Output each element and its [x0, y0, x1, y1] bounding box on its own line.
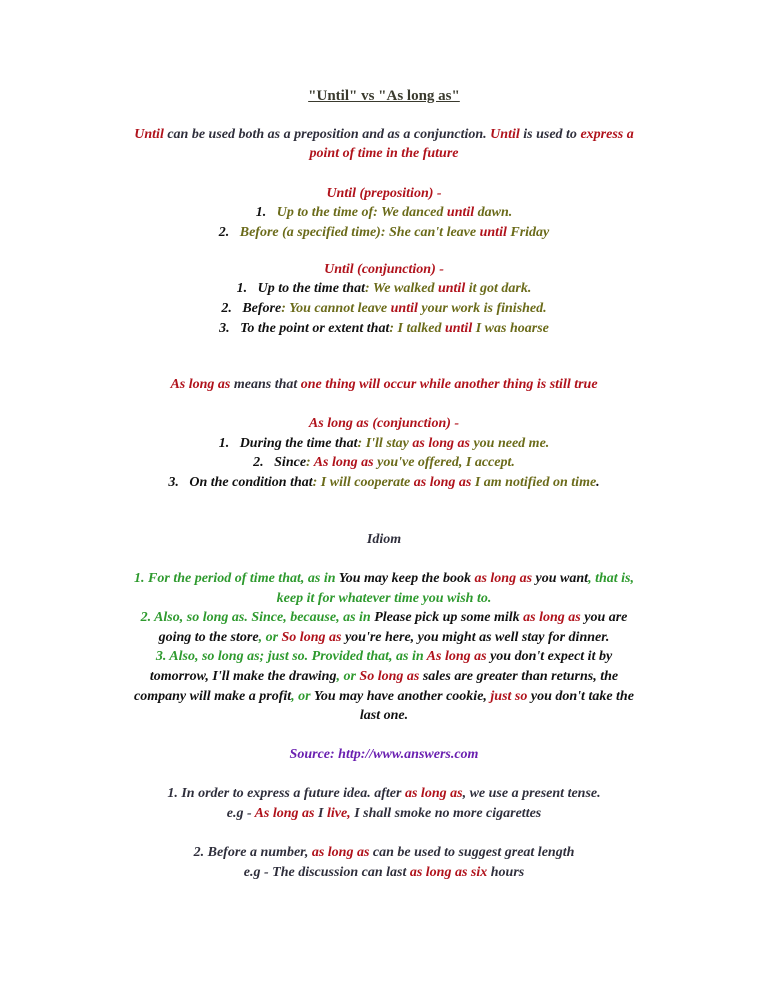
text-segment: e.g -	[226, 806, 255, 821]
text-segment: your work is finished.	[417, 301, 547, 316]
text-segment: , or	[258, 630, 282, 645]
text-segment: Up to the time of: We danced	[276, 205, 447, 220]
text-segment: 2.	[218, 225, 240, 240]
text-segment: Until (conjunction) -	[324, 262, 444, 277]
text-segment: : I talked	[389, 321, 445, 336]
text-segment: 1.	[255, 205, 277, 220]
text-segment: 2. Before a number,	[193, 845, 312, 860]
text-segment: until	[446, 205, 475, 220]
text-segment: , we use a present tense.	[462, 786, 601, 801]
text-segment: you want	[532, 571, 589, 586]
text-segment: as long as	[523, 610, 581, 625]
text-segment: 3. To the point or extent that	[219, 321, 390, 336]
text-segment: As long as (conjunction) -	[308, 416, 460, 431]
text-segment: Until	[490, 127, 520, 142]
text-segment: company will make a profit	[134, 689, 292, 704]
text-segment: going to the store	[158, 630, 259, 645]
text-segment: I am notified on time	[471, 475, 597, 490]
text-segment: as long as	[413, 475, 472, 490]
text-segment: as long as	[474, 571, 533, 586]
text-line	[0, 648, 768, 666]
text-line	[0, 145, 768, 163]
text-segment: You may keep the book	[338, 571, 475, 586]
text-line	[0, 126, 768, 144]
text-segment: I shall smoke no more cigarettes	[350, 806, 542, 821]
text-segment: as long as	[404, 786, 463, 801]
text-segment: express a	[580, 127, 634, 142]
text-segment: : I'll stay	[357, 436, 413, 451]
text-line	[0, 435, 768, 453]
text-segment: you don't take the	[527, 689, 634, 704]
text-segment: as long as	[412, 436, 470, 451]
text-segment: As long as	[170, 377, 231, 392]
text-segment: keep it for whatever time you wish to.	[276, 591, 492, 606]
text-line	[0, 609, 768, 627]
text-segment: 3. On the condition that	[168, 475, 313, 490]
text-segment: until	[444, 321, 473, 336]
text-segment: So long as	[359, 669, 420, 684]
text-segment: : We walked	[364, 281, 438, 296]
text-segment: means that	[230, 377, 301, 392]
text-segment: just so	[490, 689, 528, 704]
text-segment: , or	[291, 689, 314, 704]
text-segment: you've offered, I accept.	[373, 455, 515, 470]
text-line	[0, 185, 768, 203]
text-segment: hours	[487, 865, 525, 880]
text-segment: it got dark.	[465, 281, 532, 296]
text-line	[0, 746, 768, 764]
source-link[interactable]: Source: http://www.answers.com	[289, 747, 479, 762]
text-segment: 3. Also, so long as; just so. Provided that, as in	[155, 649, 427, 664]
text-line	[0, 785, 768, 803]
text-segment: sales are greater than returns, the	[419, 669, 619, 684]
text-line	[0, 864, 768, 882]
text-segment: Before (a specified time): She can't leave	[239, 225, 480, 240]
text-line	[0, 531, 768, 549]
text-segment: can be used to suggest great length	[369, 845, 575, 860]
text-segment: one thing will occur while another thing is still true	[300, 377, 598, 392]
text-segment: So long as	[281, 630, 342, 645]
text-segment: Friday	[506, 225, 550, 240]
text-line	[0, 590, 768, 608]
text-line	[0, 454, 768, 472]
text-segment: Until (preposition) -	[326, 186, 442, 201]
text-segment: Until	[134, 127, 164, 142]
text-line	[0, 204, 768, 222]
text-segment: dawn.	[474, 205, 513, 220]
text-segment: You may have another cookie,	[313, 689, 491, 704]
text-segment: I	[314, 806, 327, 821]
text-segment: , or	[336, 669, 360, 684]
text-segment: :	[306, 455, 314, 470]
text-line	[0, 474, 768, 492]
text-segment: As long as	[254, 806, 315, 821]
text-segment: , that is,	[588, 571, 634, 586]
text-line	[0, 570, 768, 588]
text-line	[0, 261, 768, 279]
text-segment: e.g - The discussion can last	[243, 865, 410, 880]
text-segment: 2. Since	[253, 455, 307, 470]
text-segment: : You cannot leave	[281, 301, 391, 316]
text-segment: you are	[580, 610, 628, 625]
text-line	[0, 844, 768, 862]
text-line	[0, 629, 768, 647]
text-segment: 2. Before	[221, 301, 282, 316]
text-segment: 1. For the period of time that, as in	[134, 571, 339, 586]
text-segment: 1. Up to the time that	[236, 281, 365, 296]
text-line	[0, 668, 768, 686]
text-segment: point of time in the future	[309, 146, 459, 161]
text-segment: is used to	[519, 127, 581, 142]
text-line	[0, 320, 768, 338]
text-line	[0, 280, 768, 298]
text-segment: you need me.	[469, 436, 550, 451]
text-line	[0, 707, 768, 725]
text-segment: 1. In order to express a future idea. after	[167, 786, 405, 801]
text-segment: live,	[326, 806, 351, 821]
text-segment: you're here, you might as well stay for dinner.	[341, 630, 610, 645]
text-segment: you don't expect it by	[486, 649, 613, 664]
text-segment: 2. Also, so long as. Since, because, as in	[140, 610, 375, 625]
text-line	[0, 300, 768, 318]
text-segment: : I will cooperate	[312, 475, 414, 490]
text-segment: Idiom	[366, 532, 402, 547]
text-segment: can be used both as a preposition and as a conjunction.	[163, 127, 491, 142]
text-line	[0, 415, 768, 433]
text-segment: as long as	[311, 845, 370, 860]
text-segment: until	[437, 281, 466, 296]
text-segment: I was hoarse	[472, 321, 549, 336]
text-segment: As long as	[426, 649, 487, 664]
text-segment: until	[479, 225, 507, 240]
text-line	[0, 376, 768, 394]
text-segment: As long as	[313, 455, 374, 470]
text-line	[0, 224, 768, 242]
text-segment: as long as six	[409, 865, 488, 880]
text-segment: tomorrow, I'll make the drawing	[149, 669, 337, 684]
text-segment: last one.	[359, 708, 409, 723]
text-segment: Please pick up some milk	[374, 610, 524, 625]
text-segment: until	[390, 301, 418, 316]
text-line	[0, 805, 768, 823]
text-line	[0, 688, 768, 706]
document-title: "Until" vs "As long as"	[308, 88, 460, 104]
text-segment: 1. During the time that	[218, 436, 358, 451]
text-segment: .	[596, 475, 600, 490]
